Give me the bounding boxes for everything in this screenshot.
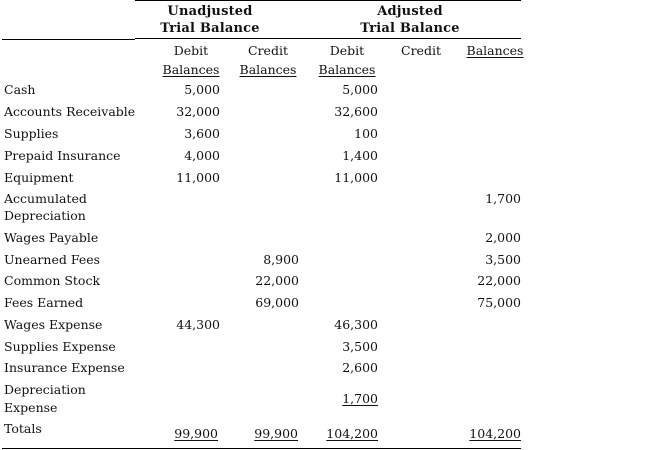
adj-debit-value: 32,600 (334, 104, 378, 119)
adj-credit-value: 22,000 (477, 273, 521, 288)
account-label-cont: Depreciation (4, 208, 86, 223)
adj-debit-value: 3,500 (342, 339, 378, 354)
account-label: Accumulated (4, 191, 87, 206)
col-unadj-credit-1: Credit (248, 43, 288, 58)
unadj-debit-value: 32,000 (176, 104, 220, 119)
account-label: Prepaid Insurance (4, 148, 121, 163)
unadj-debit-value: 3,600 (184, 126, 220, 141)
total-unadj-credit: 99,900 (254, 426, 298, 441)
bottom-rule (2, 448, 521, 449)
adjusted-header-rule (316, 38, 521, 39)
account-label: Wages Payable (4, 230, 99, 245)
account-label: Supplies Expense (4, 339, 116, 354)
account-label: Fees Earned (4, 295, 84, 310)
adj-debit-value: 100 (354, 126, 378, 141)
unadj-debit-value: 11,000 (176, 170, 220, 185)
account-label-cont: Expense (4, 400, 58, 415)
total-unadj-debit: 99,900 (174, 426, 218, 441)
adj-credit-value: 3,500 (485, 252, 521, 267)
adj-debit-value: 1,400 (342, 148, 378, 163)
account-label: Cash (4, 82, 36, 97)
account-label: Common Stock (4, 273, 101, 288)
left-column-rule (2, 39, 135, 40)
unadjusted-header-rule (135, 38, 316, 39)
account-label: Insurance Expense (4, 360, 125, 375)
total-adj-debit: 104,200 (326, 426, 378, 441)
top-rule (135, 0, 521, 1)
col-unadj-debit-2: Balances (162, 62, 220, 77)
account-label: Unearned Fees (4, 252, 101, 267)
adj-debit-value: 2,600 (342, 360, 378, 375)
unadj-debit-value: 4,000 (184, 148, 220, 163)
adjusted-header-line2: Trial Balance (360, 21, 460, 36)
account-label: Supplies (4, 126, 59, 141)
adj-debit-value: 5,000 (342, 82, 378, 97)
adjusted-header-line1: Adjusted (377, 4, 443, 19)
account-label: Accounts Receivable (4, 104, 136, 119)
unadj-credit-value: 8,900 (263, 252, 299, 267)
col-unadj-debit-1: Debit (173, 43, 209, 58)
unadjusted-header-line1: Unadjusted (167, 4, 253, 19)
totals-label: Totals (4, 421, 42, 436)
unadj-debit-value: 5,000 (184, 82, 220, 97)
col-adj-credit-1: Credit (401, 43, 441, 58)
adj-credit-value: 2,000 (485, 230, 521, 245)
adj-debit-value: 46,300 (334, 317, 378, 332)
adj-credit-value: 75,000 (477, 295, 521, 310)
unadjusted-header-line2: Trial Balance (160, 21, 260, 36)
adj-debit-value: 11,000 (334, 170, 378, 185)
account-label: Wages Expense (4, 317, 103, 332)
col-adj-debit-2: Balances (318, 62, 376, 77)
col-adj-credit-2: Balances (466, 43, 524, 58)
col-unadj-credit-2: Balances (239, 62, 297, 77)
unadj-credit-value: 69,000 (255, 295, 299, 310)
unadj-credit-value: 22,000 (255, 273, 299, 288)
account-label: Depreciation (4, 382, 86, 397)
account-label: Equipment (4, 170, 74, 185)
unadj-debit-value: 44,300 (176, 317, 220, 332)
adj-debit-value: 1,700 (342, 391, 378, 406)
total-adj-credit: 104,200 (469, 426, 521, 441)
col-adj-debit-1: Debit (329, 43, 365, 58)
adj-credit-value: 1,700 (485, 191, 521, 206)
